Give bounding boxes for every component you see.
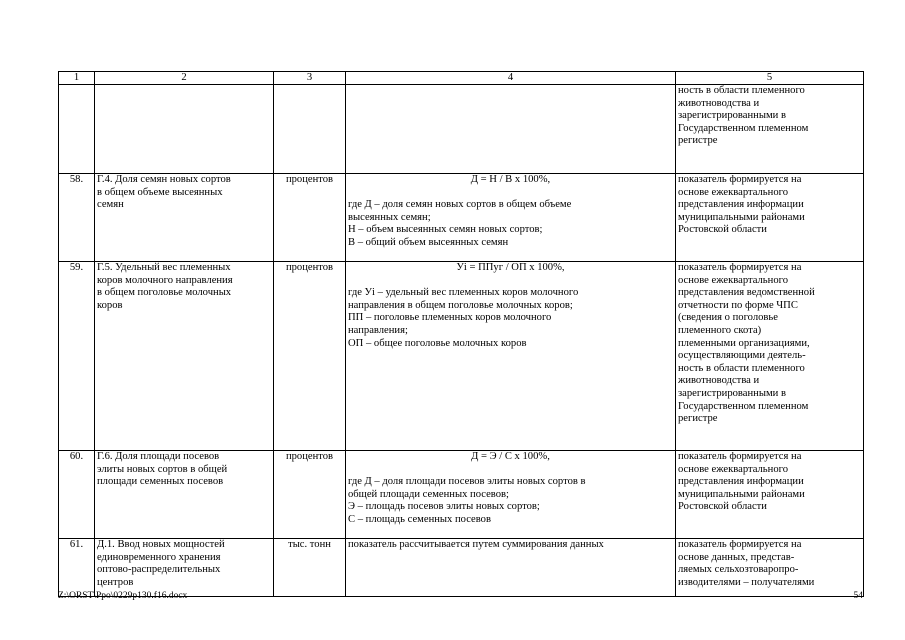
formula-description: где Уi – удельный вес племенных коров молочного направления в общем поголовье молочных коров; ПП – поголовье племенных коров молочного направления; ОП – общее поголовье молочных коров bbox=[348, 287, 579, 349]
unit-cell: тыс. тонн bbox=[274, 539, 346, 597]
file-path-footer: Z:\ORST\Ppo\0229p130.f16.docx bbox=[58, 591, 188, 601]
formula-cell bbox=[346, 539, 676, 597]
table-row bbox=[59, 174, 864, 262]
formula-cell bbox=[346, 85, 676, 174]
formula-description: где Д – доля семян новых сортов в общем объеме высеянных семян; Н – объем высеянных семян новых сортов; В – общий объем высеянных семян bbox=[348, 199, 572, 248]
column-header-4: 4 bbox=[346, 72, 676, 85]
row-number: 61. bbox=[59, 539, 95, 597]
row-number: 60. bbox=[59, 451, 95, 539]
formula-cell bbox=[346, 174, 676, 262]
table-row bbox=[59, 451, 864, 539]
note-cell: показатель формируется на основе ежеквартального представления информации муниципальными районами Ростовской области bbox=[676, 174, 864, 262]
table-row bbox=[59, 85, 864, 174]
indicator-name: Д.1. Ввод новых мощностей единовременного хранения оптово-распределительных центров bbox=[95, 539, 274, 597]
column-header-3: 3 bbox=[274, 72, 346, 85]
unit-cell: процентов bbox=[274, 262, 346, 451]
column-header-2: 2 bbox=[95, 72, 274, 85]
row-number bbox=[59, 85, 95, 174]
formula: Уi = ППуг / ОП х 100%, bbox=[456, 262, 565, 273]
formula-cell bbox=[346, 451, 676, 539]
page-number: 54 bbox=[853, 591, 863, 601]
indicator-name bbox=[95, 85, 274, 174]
note-cell: показатель формируется на основе ежеквартального представления ведомственной отчетности по форме ЧПС (сведения о поголовье племенного скота) племенными организациями, осуществляющими деятель- ность в области племенного животноводства и зарегистрированными в Государственном племенном регистре bbox=[676, 262, 864, 451]
indicator-name: Г.4. Доля семян новых сортов в общем объеме высеянных семян bbox=[95, 174, 274, 262]
row-number: 59. bbox=[59, 262, 95, 451]
note-cell: показатель формируется на основе данных, представ- ляемых сельхозтоваропро- изводителями – получателями bbox=[676, 539, 864, 597]
formula-description: где Д – доля площади посевов элиты новых сортов в общей площади семенных посевов; Э – площадь посевов элиты новых сортов; С – площадь семенных посевов bbox=[348, 476, 586, 525]
indicator-name: Г.5. Удельный вес племенных коров молочного направления в общем поголовье молочных коров bbox=[95, 262, 274, 451]
formula: Д = Н / В х 100%, bbox=[470, 174, 551, 185]
formula: Д = Э / С х 100%, bbox=[471, 451, 550, 462]
table-header-row bbox=[59, 72, 864, 85]
unit-cell: процентов bbox=[274, 451, 346, 539]
unit-cell bbox=[274, 85, 346, 174]
table-row bbox=[59, 262, 864, 451]
column-header-5: 5 bbox=[676, 72, 864, 85]
table-row bbox=[59, 539, 864, 597]
indicators-table bbox=[58, 71, 864, 597]
row-number: 58. bbox=[59, 174, 95, 262]
indicator-name: Г.6. Доля площади посевов элиты новых сортов в общей площади семенных посевов bbox=[95, 451, 274, 539]
note-cell: ность в области племенного животноводства и зарегистрированными в Государственном племенном регистре bbox=[676, 85, 864, 174]
unit-cell: процентов bbox=[274, 174, 346, 262]
note-cell: показатель формируется на основе ежеквартального представления информации муниципальными районами Ростовской области bbox=[676, 451, 864, 539]
column-header-1: 1 bbox=[59, 72, 95, 85]
formula-description: показатель рассчитывается путем суммирования данных bbox=[348, 539, 604, 550]
formula-cell bbox=[346, 262, 676, 451]
